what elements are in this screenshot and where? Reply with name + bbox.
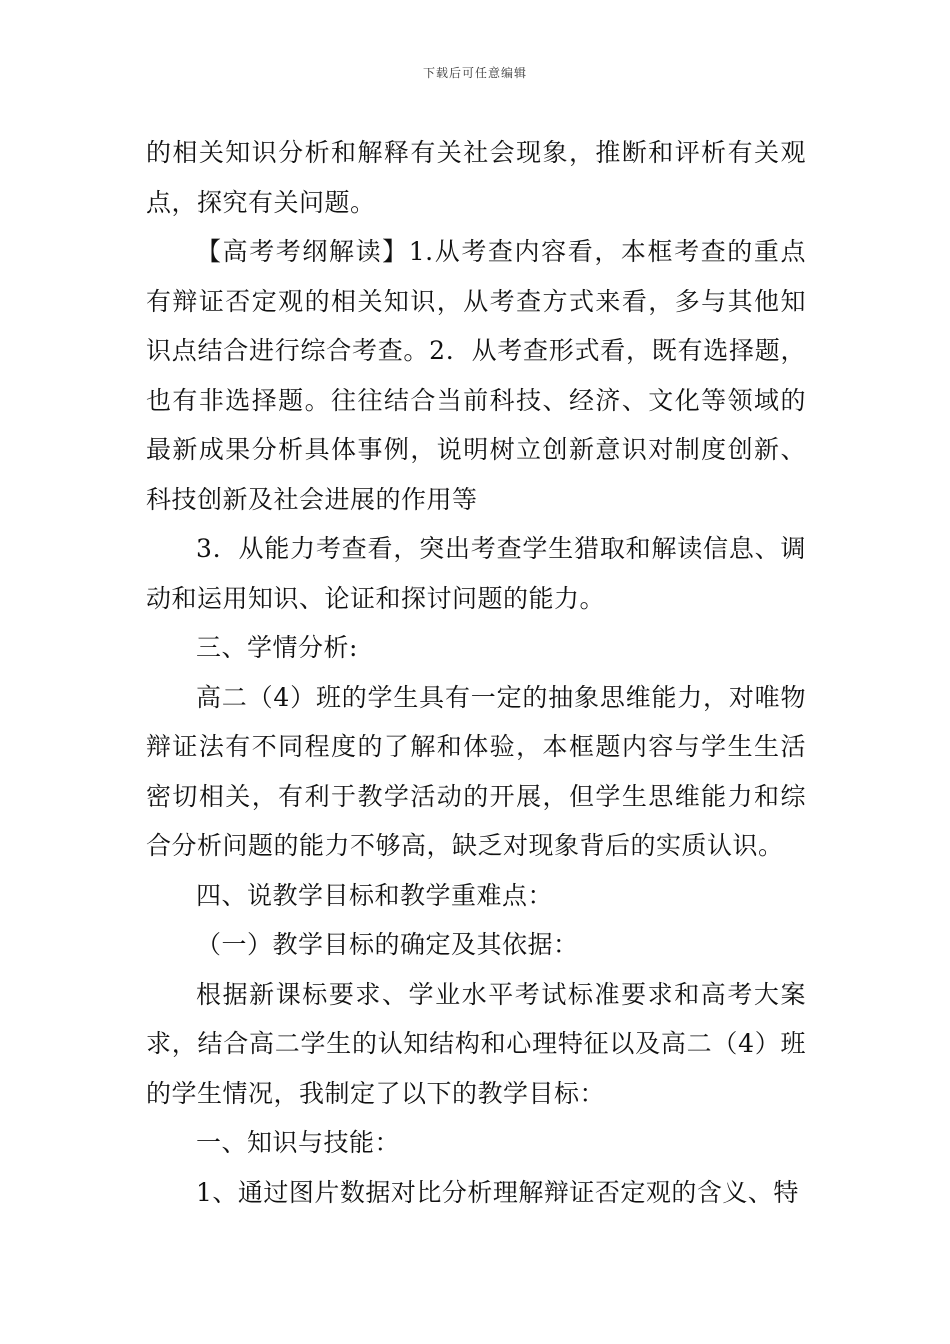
paragraph-ability-assessment: 3．从能力考查看，突出考查学生猎取和解读信息、调动和运用知识、论证和探讨问题的能力。 [146,534,806,613]
subheading-goal-basis: （一）教学目标的确定及其依据： [196,930,579,959]
paragraph-continuation: 的相关知识分析和解释有关社会现象，推断和评析有关观点，探究有关问题。 [146,138,806,217]
paragraph-student-analysis: 高二（4）班的学生具有一定的抽象思维能力，对唯物辩证法有不同程度的了解和体验，本框题内容与学生生活密切相关，有利于教学活动的开展，但学生思维能力和综合分析问题的能力不够高，缺乏对现象背后的实质认识。 [146,682,806,860]
section-heading-teaching-goals: 四、说教学目标和教学重难点： [196,880,554,910]
page-header-note: 下载后可任意编辑 [422,66,527,80]
section-heading-student-analysis: 三、学情分析: [196,633,358,662]
document-body [146,128,806,1217]
paragraph-exam-outline: 【高考考纲解读】1.从考查内容看，本框考查的重点有辩证否定观的相关知识，从考查方式来看，多与其他知识点结合进行综合考查。2．从考查形式看，既有选择题，也有非选择题。往往结合当前科技、经济、文化等领域的最新成果分析具体事例，说明树立创新意识对制度创新、科技创新及社会进展的作用等 [146,237,806,514]
paragraph-knowledge-item-1: 1、通过图片数据对比分析理解辩证否定观的含义、特 [196,1177,799,1207]
paragraph-goal-basis: 根据新课标要求、学业水平考试标准要求和高考大案求，结合高二学生的认知结构和心理特征以及高二（4）班的学生情况，我制定了以下的教学目标： [146,979,806,1108]
subheading-knowledge-skills: 一、知识与技能： [196,1128,401,1157]
